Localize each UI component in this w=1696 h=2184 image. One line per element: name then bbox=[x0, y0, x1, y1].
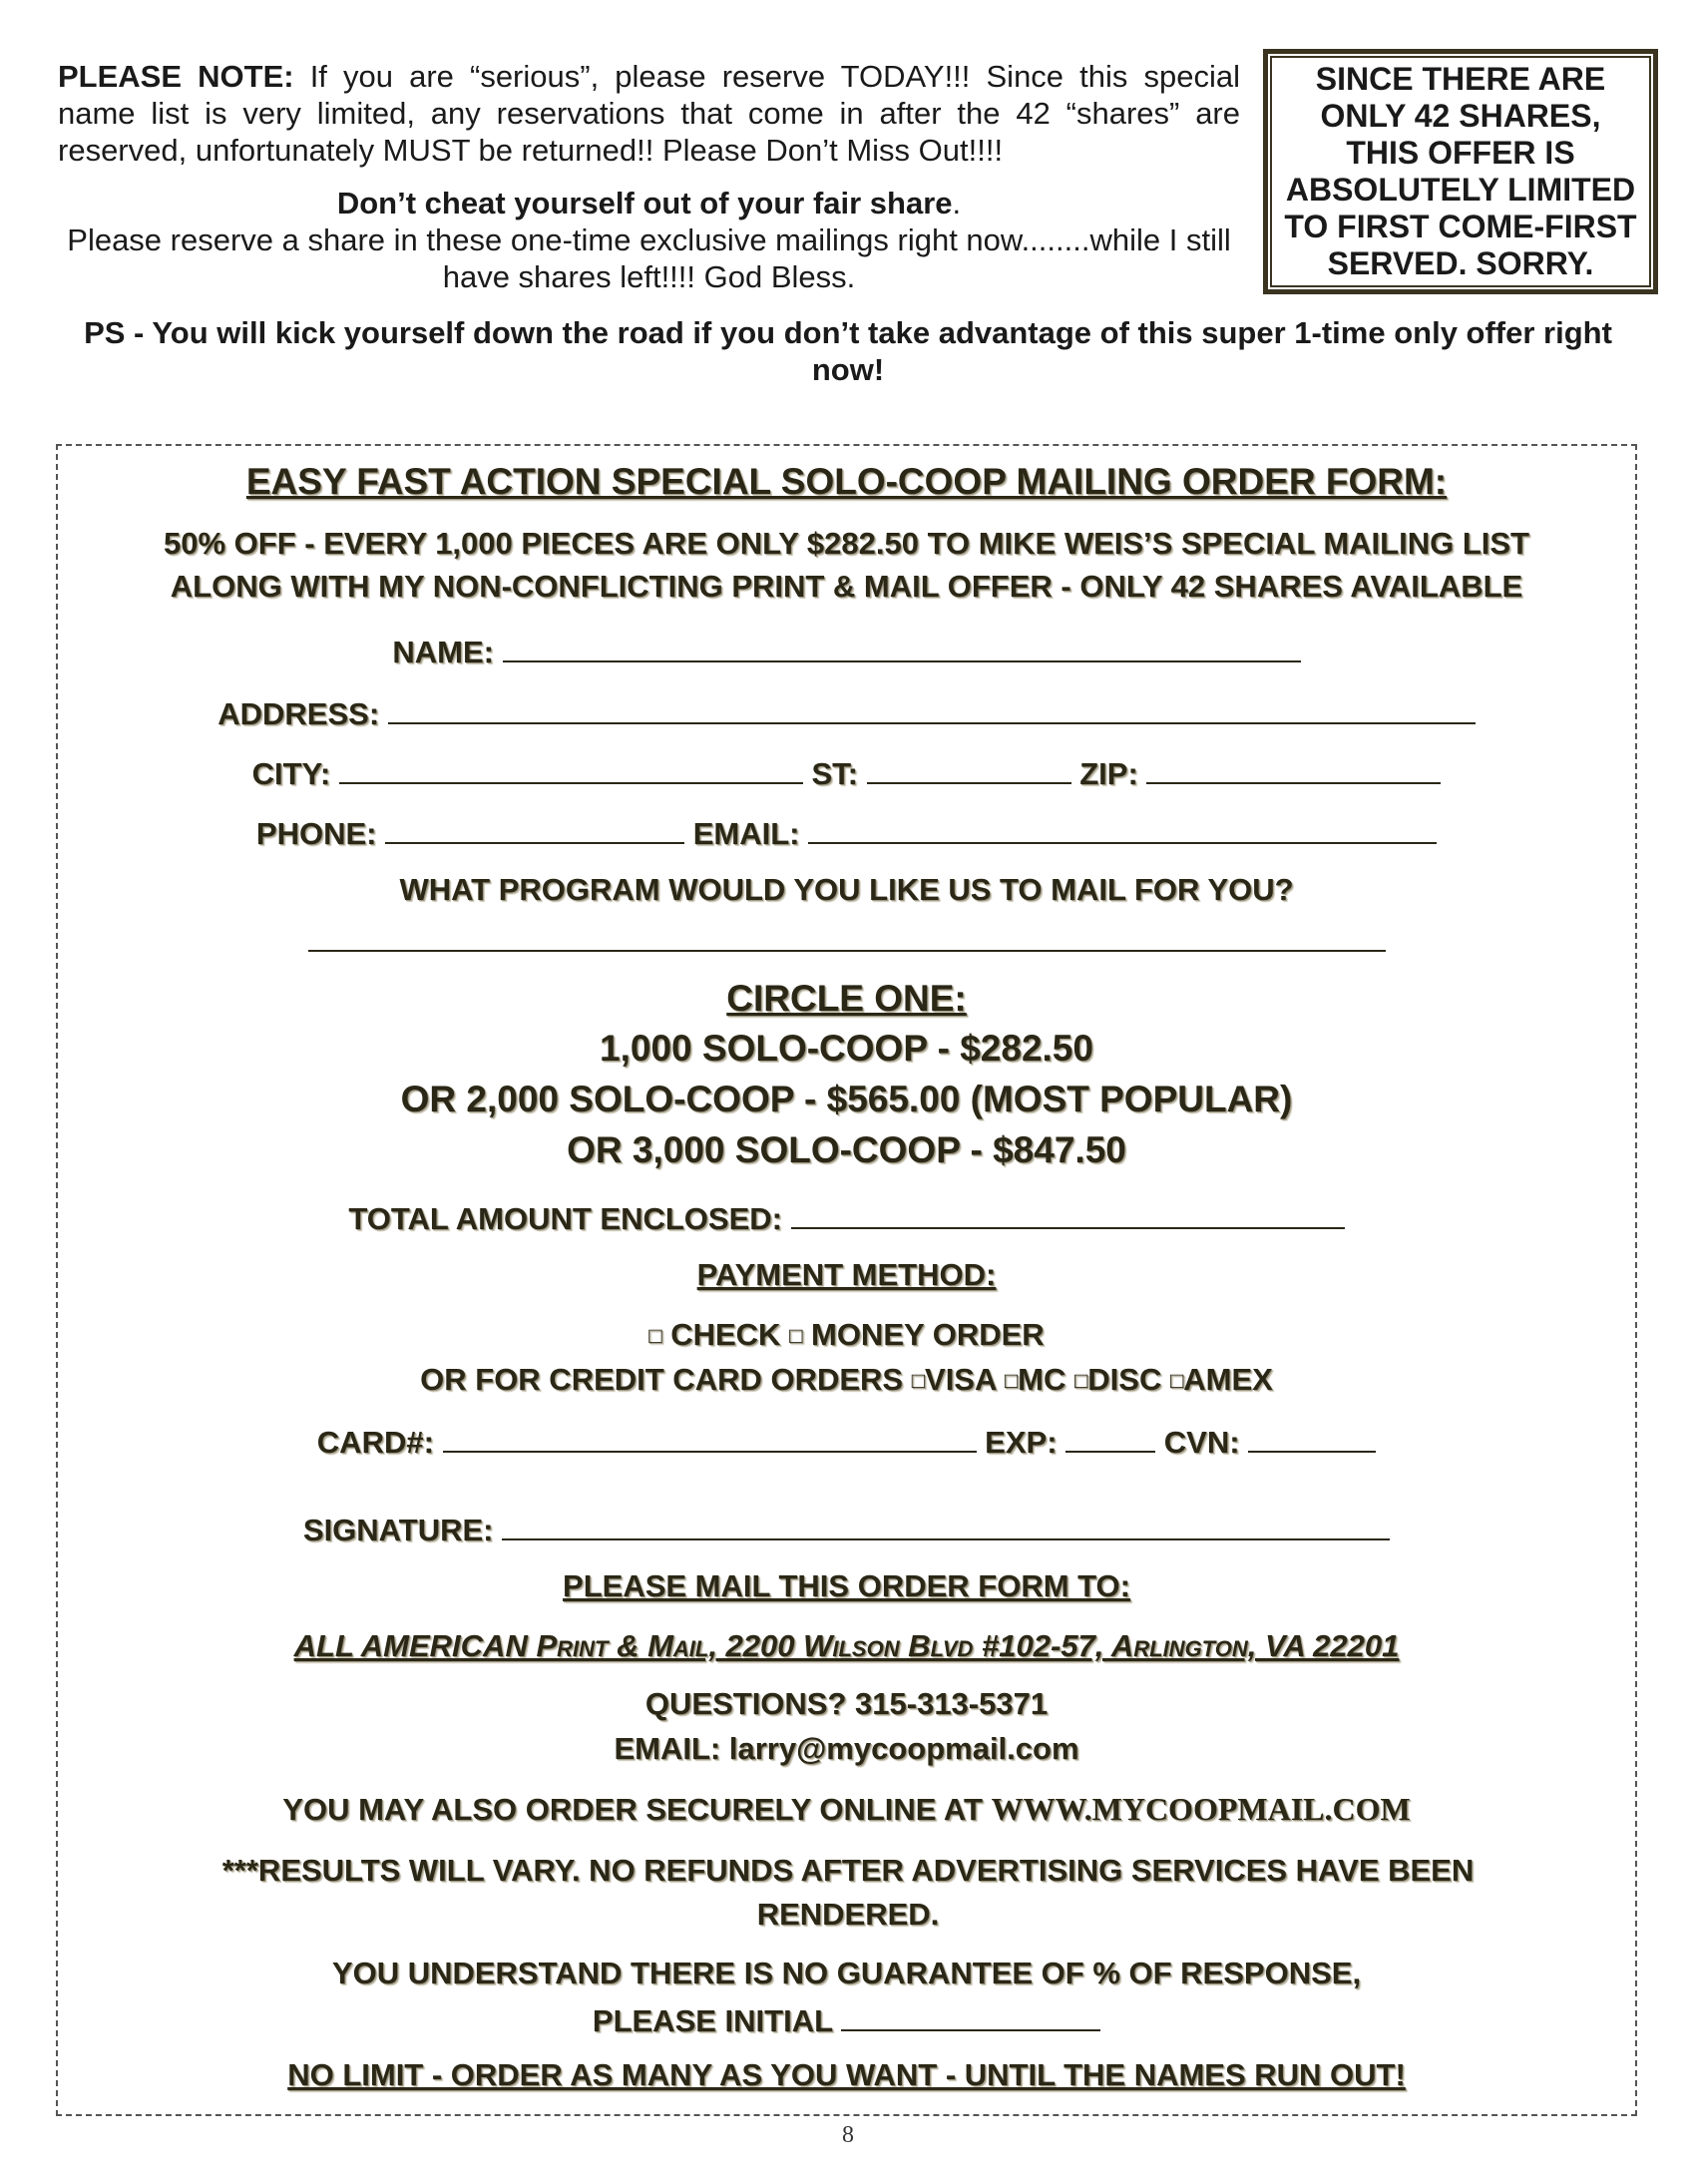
mailing-address: ALL AMERICAN Print & Mail, 2200 Wilson Blvd #102-57, Arlington, VA 22201 bbox=[293, 1628, 1400, 1663]
online-label: YOU MAY ALSO ORDER SECURELY ONLINE AT bbox=[282, 1792, 983, 1827]
mc-checkbox[interactable]: □ bbox=[1004, 1368, 1019, 1393]
visa-checkbox[interactable]: □ bbox=[911, 1368, 926, 1393]
limited-line: SINCE THERE ARE bbox=[1315, 61, 1606, 97]
no-limit-line: NO LIMIT - ORDER AS MANY AS YOU WANT - UNTIL THE NAMES RUN OUT! bbox=[287, 2057, 1406, 2092]
initial-label: PLEASE INITIAL bbox=[592, 2003, 833, 2038]
guarantee-line-1: YOU UNDERSTAND THERE IS NO GUARANTEE OF % OF RESPONSE, bbox=[331, 1956, 1362, 1990]
guarantee-row-2 bbox=[56, 1999, 1637, 2039]
disc-label: DISC bbox=[1087, 1362, 1162, 1397]
option-1000[interactable]: 1,000 SOLO-COOP - $282.50 bbox=[600, 1028, 1093, 1069]
phone-label: PHONE: bbox=[255, 816, 377, 851]
contact-email[interactable]: EMAIL: larry@mycoopmail.com bbox=[614, 1731, 1079, 1766]
check-checkbox[interactable]: □ bbox=[648, 1323, 662, 1348]
please-note-text: If you are “serious”, please reserve TODAY!!! Since this special name list is very limited, any reservations that come in after the 42 “shares” are reserved, unfortunately MUST be returned!! Please Don’t Miss Out!!!! bbox=[58, 59, 1240, 168]
email-label: EMAIL: bbox=[692, 816, 800, 851]
exp-field[interactable] bbox=[1065, 1421, 1155, 1453]
limited-offer-box bbox=[1263, 49, 1658, 294]
money-order-checkbox[interactable]: □ bbox=[789, 1323, 803, 1348]
initial-field[interactable] bbox=[841, 1999, 1100, 2031]
online-order-row bbox=[56, 1791, 1637, 1828]
address-row bbox=[56, 692, 1637, 732]
program-question: WHAT PROGRAM WOULD YOU LIKE US TO MAIL FOR YOU? bbox=[399, 872, 1294, 907]
payment-row-2 bbox=[56, 1362, 1637, 1398]
disc-checkbox[interactable]: □ bbox=[1073, 1368, 1088, 1393]
visa-label: VISA bbox=[925, 1362, 997, 1397]
signature-field[interactable] bbox=[502, 1509, 1390, 1540]
fair-share-paragraph bbox=[58, 185, 1240, 295]
phone-field[interactable] bbox=[385, 812, 684, 844]
total-field[interactable] bbox=[791, 1197, 1345, 1229]
zip-field[interactable] bbox=[1146, 752, 1441, 784]
payment-row-1 bbox=[56, 1317, 1637, 1353]
ps-note: PS - You will kick yourself down the road if you don’t take advantage of this super 1-time only offer right now! bbox=[84, 315, 1612, 387]
limited-line: ABSOLUTELY LIMITED bbox=[1285, 172, 1636, 208]
card-label: CARD#: bbox=[316, 1425, 434, 1460]
signature-row bbox=[56, 1509, 1637, 1548]
st-label: ST: bbox=[811, 756, 858, 791]
option-2000[interactable]: OR 2,000 SOLO-COOP - $565.00 (MOST POPULAR) bbox=[400, 1079, 1293, 1119]
exp-label: EXP: bbox=[985, 1425, 1058, 1460]
zip-label: ZIP: bbox=[1079, 756, 1138, 791]
program-field[interactable] bbox=[308, 920, 1386, 952]
questions-phone: QUESTIONS? 315-313-5371 bbox=[644, 1686, 1049, 1721]
mc-label: MC bbox=[1018, 1362, 1066, 1397]
circle-one-heading: CIRCLE ONE: bbox=[726, 978, 967, 1019]
card-field[interactable] bbox=[443, 1421, 977, 1453]
signature-label: SIGNATURE: bbox=[302, 1513, 494, 1547]
amex-checkbox[interactable]: □ bbox=[1169, 1368, 1184, 1393]
city-row bbox=[56, 752, 1637, 792]
please-note-paragraph bbox=[58, 58, 1240, 169]
cvn-field[interactable] bbox=[1248, 1421, 1376, 1453]
phone-row bbox=[56, 812, 1637, 852]
money-order-label: MONEY ORDER bbox=[811, 1317, 1045, 1352]
option-3000[interactable]: OR 3,000 SOLO-COOP - $847.50 bbox=[567, 1129, 1126, 1170]
limited-line: THIS OFFER IS bbox=[1346, 135, 1575, 171]
amex-label: AMEX bbox=[1183, 1362, 1273, 1397]
limited-line: TO FIRST COME-FIRST bbox=[1284, 209, 1637, 244]
reserve-text: Please reserve a share in these one-time exclusive mailings right now........while I still have shares left!!!! God Bless. bbox=[67, 222, 1231, 294]
program-row bbox=[56, 920, 1637, 960]
total-label: TOTAL AMOUNT ENCLOSED: bbox=[348, 1201, 782, 1236]
city-label: CITY: bbox=[251, 756, 331, 791]
payment-method-heading: PAYMENT METHOD: bbox=[696, 1257, 997, 1292]
name-field[interactable] bbox=[503, 631, 1301, 662]
form-title: EASY FAST ACTION SPECIAL SOLO-COOP MAILING ORDER FORM: bbox=[245, 461, 1448, 502]
name-label: NAME: bbox=[392, 635, 494, 669]
mail-to-heading: PLEASE MAIL THIS ORDER FORM TO: bbox=[563, 1568, 1130, 1603]
credit-card-label: OR FOR CREDIT CARD ORDERS bbox=[420, 1362, 904, 1397]
page-number: 8 bbox=[842, 2122, 854, 2148]
name-row bbox=[56, 631, 1637, 670]
cheat-period: . bbox=[952, 186, 962, 220]
online-url[interactable]: WWW.MYCOOPMAIL.COM bbox=[991, 1791, 1411, 1827]
email-field[interactable] bbox=[808, 812, 1437, 844]
check-label: CHECK bbox=[670, 1317, 781, 1352]
card-row bbox=[56, 1421, 1637, 1461]
total-row bbox=[56, 1197, 1637, 1237]
limited-line: SERVED. SORRY. bbox=[1327, 245, 1594, 281]
cvn-label: CVN: bbox=[1163, 1425, 1240, 1460]
offer-line-2: ALONG WITH MY NON-CONFLICTING PRINT & MAIL OFFER - ONLY 42 SHARES AVAILABLE bbox=[170, 569, 1523, 604]
address-field[interactable] bbox=[388, 692, 1476, 724]
disclaimer: ***RESULTS WILL VARY. NO REFUNDS AFTER ADVERTISING SERVICES HAVE BEEN RENDERED. bbox=[221, 1853, 1475, 1932]
offer-line-1: 50% OFF - EVERY 1,000 PIECES ARE ONLY $282.50 TO MIKE WEIS’S SPECIAL MAILING LIST bbox=[164, 526, 1529, 561]
please-note-label: PLEASE NOTE: bbox=[58, 59, 294, 94]
cheat-line: Don’t cheat yourself out of your fair share bbox=[336, 186, 953, 220]
address-label: ADDRESS: bbox=[217, 696, 380, 731]
st-field[interactable] bbox=[867, 752, 1071, 784]
limited-line: ONLY 42 SHARES, bbox=[1320, 98, 1601, 134]
city-field[interactable] bbox=[339, 752, 803, 784]
